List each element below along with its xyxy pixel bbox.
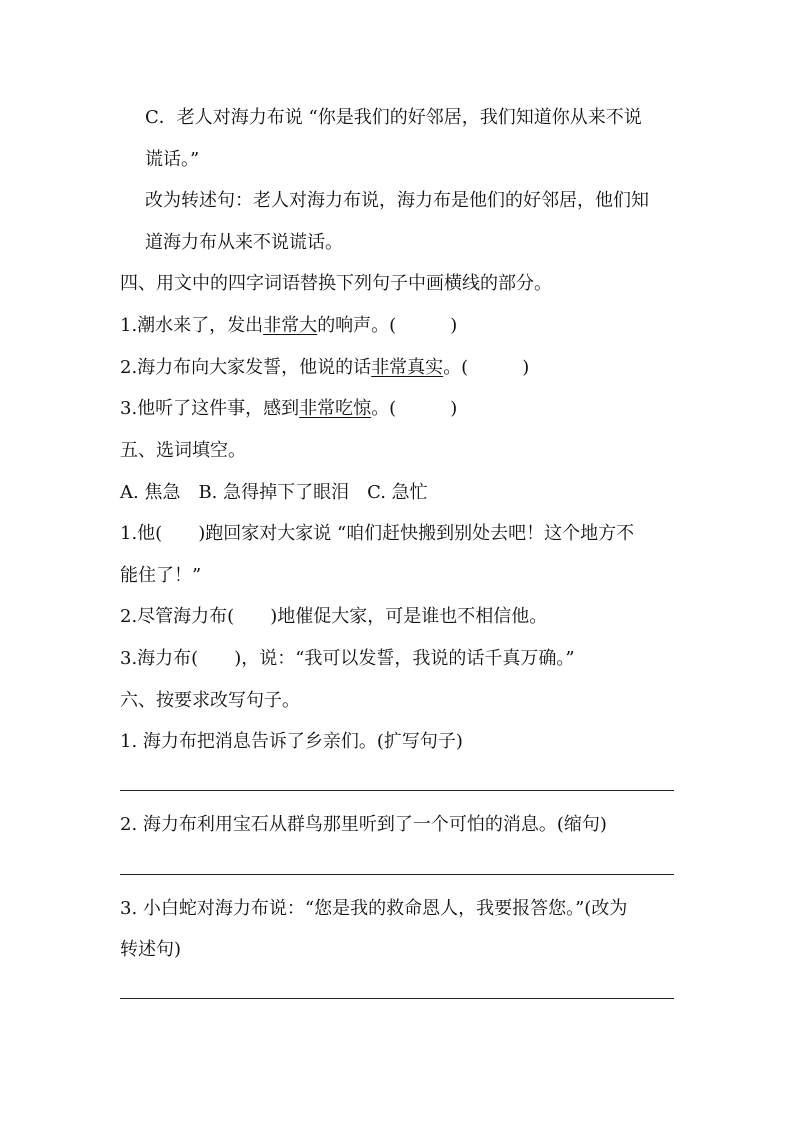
sec4-q2-text-before: 2.海力布向大家发誓，他说的话 — [120, 357, 372, 378]
sec4-q3-underlined-phrase: 非常吃惊 — [299, 398, 372, 419]
sec3-option-c-line2: 谎话。” — [145, 149, 200, 170]
sec5-question-2: 2.尽管海力布( )地催促大家，可是谁也不相信他。 — [120, 606, 548, 627]
sec4-q1-text-after: 的响声。( ) — [317, 315, 458, 336]
sec5-question-1-line2: 能住了！” — [120, 565, 202, 586]
sec6-answer-line-2 — [120, 874, 674, 875]
sec4-q2-text-after: 。( ) — [443, 357, 530, 378]
sec6-question-3-line2: 转述句) — [120, 939, 182, 960]
sec6-question-1: 1. 海力布把消息告诉了乡亲们。(扩写句子) — [120, 731, 463, 752]
sec4-heading: 四、用文中的四字词语替换下列句子中画横线的部分。 — [120, 273, 552, 294]
sec5-heading: 五、选词填空。 — [120, 440, 246, 461]
sec6-question-2: 2. 海力布利用宝石从群鸟那里听到了一个可怕的消息。(缩句) — [120, 814, 607, 835]
sec4-question-2 — [120, 356, 529, 380]
sec3-answer-line1: 改为转述句：老人对海力布说，海力布是他们的好邻居，他们知 — [145, 190, 649, 211]
sec4-question-3 — [120, 397, 457, 421]
sec6-question-3-line1: 3. 小白蛇对海力布说：“您是我的救命恩人，我要报答您。”(改为 — [120, 898, 628, 919]
sec5-question-3: 3.海力布( )，说：“我可以发誓，我说的话千真万确。” — [120, 648, 575, 669]
sec6-heading: 六、按要求改写句子。 — [120, 690, 300, 711]
sec4-question-1 — [120, 314, 457, 338]
sec4-q3-text-after: 。( ) — [371, 398, 458, 419]
sec4-q1-underlined-phrase: 非常大 — [263, 315, 318, 336]
sec3-option-c-line1: C．老人对海力布说 “你是我们的好邻居，我们知道你从来不说 — [145, 107, 642, 128]
sec4-q1-text-before: 1.潮水来了，发出 — [120, 315, 264, 336]
sec3-answer-line2: 道海力布从来不说谎话。 — [145, 232, 343, 253]
sec4-q2-underlined-phrase: 非常真实 — [371, 357, 444, 378]
sec6-answer-line-1 — [120, 790, 674, 791]
sec5-question-1-line1: 1.他( )跑回家对大家说 “咱们赶快搬到别处去吧！这个地方不 — [120, 523, 635, 544]
sec5-word-options: A. 焦急 B. 急得掉下了眼泪 C. 急忙 — [120, 482, 428, 503]
sec4-q3-text-before: 3.他听了这件事，感到 — [120, 398, 300, 419]
sec6-answer-line-3 — [120, 998, 674, 999]
